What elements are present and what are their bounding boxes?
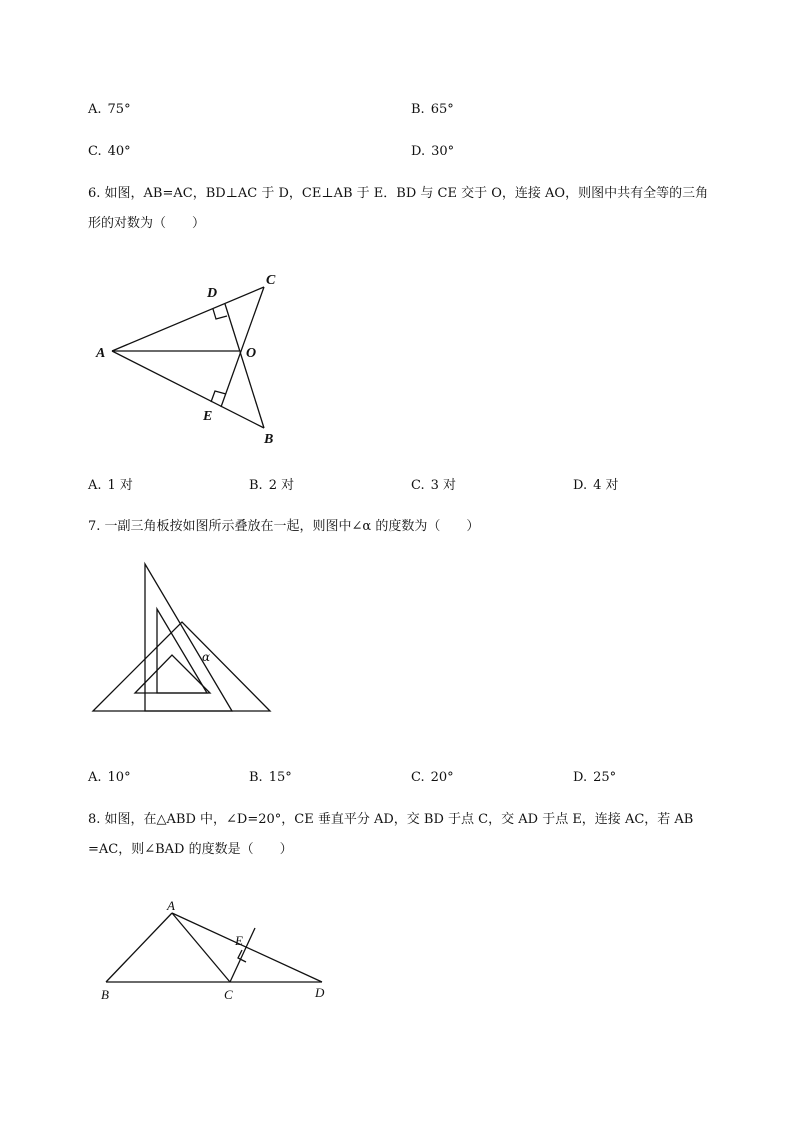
q7-question-line-1: 7. 一副三角板按如图所示叠放在一起，则图中∠α 的度数为（ ） <box>88 519 480 534</box>
q6-label-o: O <box>246 346 257 361</box>
q6-label-d: D <box>207 286 218 301</box>
q5-option-a: A. 75° <box>88 102 131 117</box>
q8-question-line-1: 8. 如图，在△ABD 中，∠D=20°，CE 垂直平分 AD，交 BD 于点 C，交 AD 于点 E，连接 AC，若 AB <box>88 812 694 827</box>
q7-option-c: C. 20° <box>411 770 454 785</box>
q6-question-line-1: 6. 如图，AB=AC，BD⊥AC 于 D，CE⊥AB 于 E．BD 与 CE 交于 O，连接 AO，则图中共有全等的三角 <box>88 186 709 201</box>
q6-label-a: A <box>96 346 106 361</box>
q6-question-line-2: 形的对数为（ ） <box>88 216 206 231</box>
q5-option-d: D. 30° <box>411 144 455 159</box>
q8-label-e: E <box>235 933 243 948</box>
q6-label-b: B <box>264 432 274 447</box>
q8-label-b: B <box>101 987 109 1002</box>
q8-segment-ad <box>172 913 322 982</box>
q7-option-d: D. 25° <box>573 770 617 785</box>
q8-label-d: D <box>315 985 325 1000</box>
q8-segment-ac <box>172 913 230 982</box>
q8-label-c: C <box>224 987 233 1002</box>
q6-option-d: D. 4 对 <box>573 478 619 493</box>
q7-option-a: A. 10° <box>88 770 131 785</box>
q7-option-b: B. 15° <box>249 770 292 785</box>
q8-label-a: A <box>167 898 175 913</box>
q8-question-line-2: =AC，则∠BAD 的度数是（ ） <box>88 842 293 857</box>
q5-option-c: C. 40° <box>88 144 131 159</box>
q6-option-c: C. 3 对 <box>411 478 457 493</box>
q5-option-b: B. 65° <box>411 102 454 117</box>
q6-option-a: A. 1 对 <box>88 478 133 493</box>
q8-segment-ab <box>106 913 172 982</box>
q6-label-c: C <box>266 273 276 288</box>
q7-label-alpha: α <box>202 650 211 664</box>
q6-option-b: B. 2 对 <box>249 478 295 493</box>
q6-label-e: E <box>203 409 213 424</box>
